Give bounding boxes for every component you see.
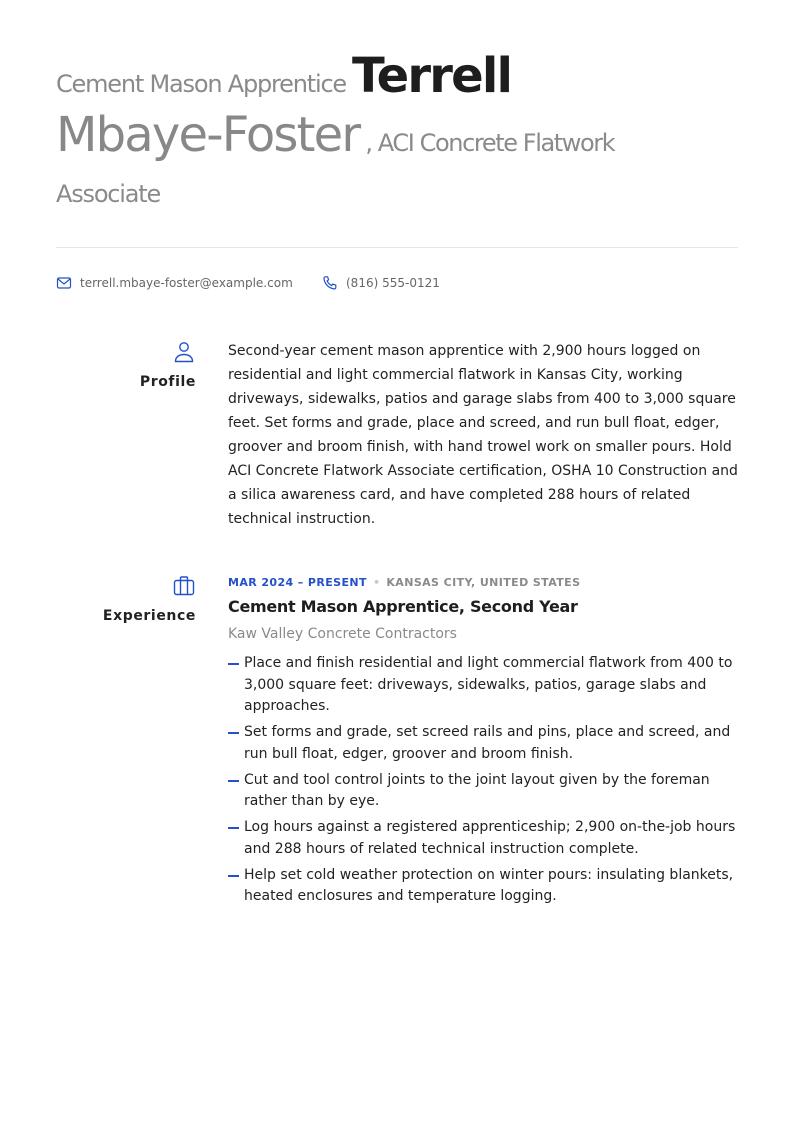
bullet-item: Cut and tool control joints to the joint layout given by the foreman rather than by eye. — [228, 770, 738, 813]
header-divider — [56, 247, 738, 248]
email-text: terrell.mbaye-foster@example.com — [80, 276, 293, 290]
section-label-experience: Experience — [102, 608, 196, 624]
first-name: Terrell — [352, 48, 512, 104]
section-label-profile: Profile — [139, 374, 196, 390]
company-name: Kaw Valley Concrete Contractors — [228, 626, 457, 642]
contact-email[interactable] — [56, 274, 293, 292]
resume-header — [56, 48, 746, 222]
envelope-icon — [56, 275, 72, 291]
bullet-item: Help set cold weather protection on winter pours: insulating blankets, heated enclosures and temperature logging. — [228, 865, 738, 908]
job-dates: MAR 2024 – PRESENT — [228, 576, 367, 589]
certification-title: , ACI Concrete Flatwork — [365, 129, 615, 157]
phone-icon — [322, 275, 338, 291]
contact-phone[interactable] — [322, 274, 440, 292]
phone-text: (816) 555-0121 — [346, 276, 440, 290]
profile-summary: Second-year cement mason apprentice with 2,900 hours logged on residential and light commercial flatwork in Kansas City, working driveways, sidewalks, patios and garage slabs from 400 to 3,000 square feet. Set forms and grade, place and screed, and run bull float, edger, groover and broom finish, with hand trowel work on smaller pours. Hold ACI Concrete Flatwork Associate certification, OSHA 10 Construction and a silica awareness card, and have completed 288 hours of related technical instruction. — [228, 343, 738, 527]
job-title-heading: Cement Mason Apprentice — [56, 70, 347, 98]
job-meta — [228, 576, 580, 589]
bullet-item: Set forms and grade, set screed rails and pins, place and screed, and run bull float, edger, groover and broom finish. — [228, 722, 738, 765]
person-icon — [172, 340, 196, 364]
certification-title-cont: Associate — [56, 180, 161, 208]
last-name: Mbaye-Foster — [56, 107, 360, 163]
bullet-item: Place and finish residential and light commercial flatwork from 400 to 3,000 square feet: driveways, sidewalks, patios, garage slabs and approaches. — [228, 653, 738, 718]
job-location: KANSAS CITY, UNITED STATES — [386, 576, 581, 589]
bullet-item: Log hours against a registered apprenticeship; 2,900 on-the-job hours and 288 hours of related technical instruction complete. — [228, 817, 738, 860]
briefcase-icon — [172, 574, 196, 598]
job-bullets — [228, 653, 738, 912]
job-title: Cement Mason Apprentice, Second Year — [228, 597, 578, 616]
meta-separator: • — [372, 576, 381, 589]
